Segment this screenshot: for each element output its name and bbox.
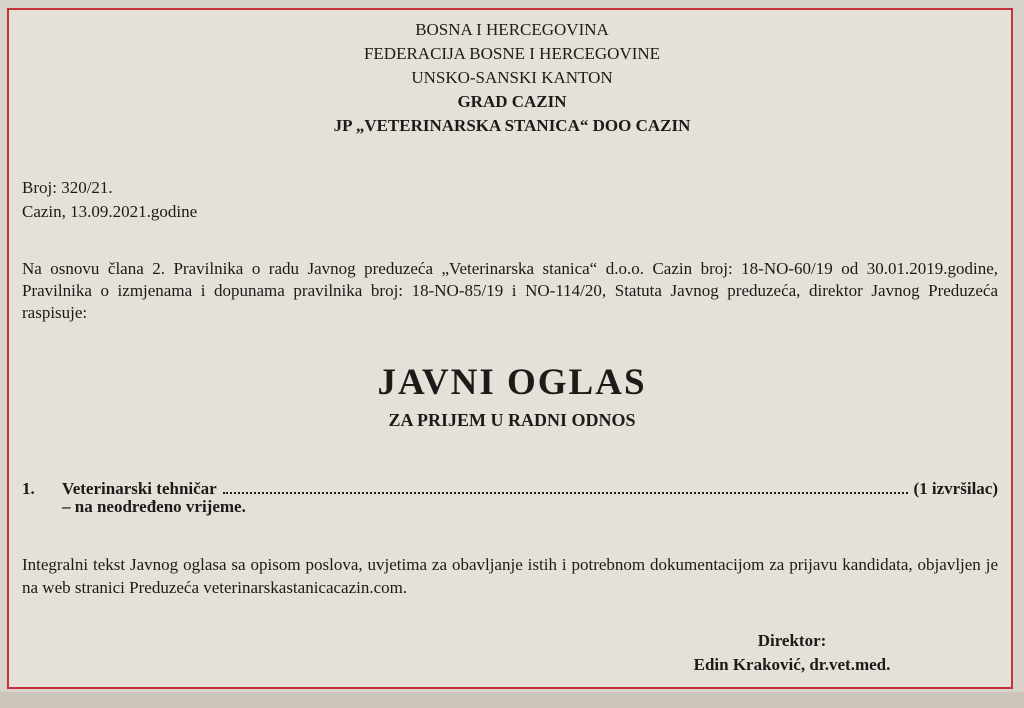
position-dot-leader [223, 492, 908, 494]
issuer-header [0, 18, 1024, 138]
header-city: GRAD CAZIN [457, 92, 567, 111]
reference-place-date: Cazin, 13.09.2021.godine [22, 202, 198, 221]
position-count: (1 izvršilac) [913, 479, 998, 498]
position-number: 1. [22, 479, 35, 498]
reference-block [22, 176, 197, 224]
header-federation: FEDERACIJA BOSNE I HERCEGOVINE [363, 44, 661, 63]
header-country: BOSNA I HERCEGOVINA [415, 20, 609, 39]
header-canton: UNSKO-SANSKI KANTON [411, 68, 613, 87]
announcement-subtitle: ZA PRIJEM U RADNI ODNOS [388, 410, 636, 430]
signature-name: Edin Kraković, dr.vet.med. [693, 655, 891, 674]
intro-paragraph: Na osnovu člana 2. Pravilnika o radu Javnog preduzeća „Veterinarska stanica“ d.o.o. Cazin broj: 18-NO-60/19 od 30.01.2019.godine, Pravilnika o izmjenama i dopunama pravilnika broj: 18-NO-85/19 i NO-114/20, Statuta Javnog preduzeća, direktor Javnog Preduzeća raspisuje: [22, 259, 998, 322]
signature-role: Direktor: [757, 631, 827, 650]
reference-number: Broj: 320/21. [22, 178, 113, 197]
closing-paragraph: Integralni tekst Javnog oglasa sa opisom poslova, uvjetima za obavljanje istih i potrebnom dokumentacijom za prijavu kandidata, objavljen je na web stranici Preduzeća veterinarskastanicacazin.com. [22, 555, 998, 597]
announcement-title: JAVNI OGLAS [377, 362, 647, 403]
bottom-newsprint-strip [0, 692, 1024, 708]
header-organization: JP „VETERINARSKA STANICA“ DOO CAZIN [333, 116, 691, 135]
position-term: – na neodređeno vrijeme. [62, 497, 246, 516]
position-name: Veterinarski tehničar [62, 479, 217, 498]
signature-block [662, 629, 922, 677]
